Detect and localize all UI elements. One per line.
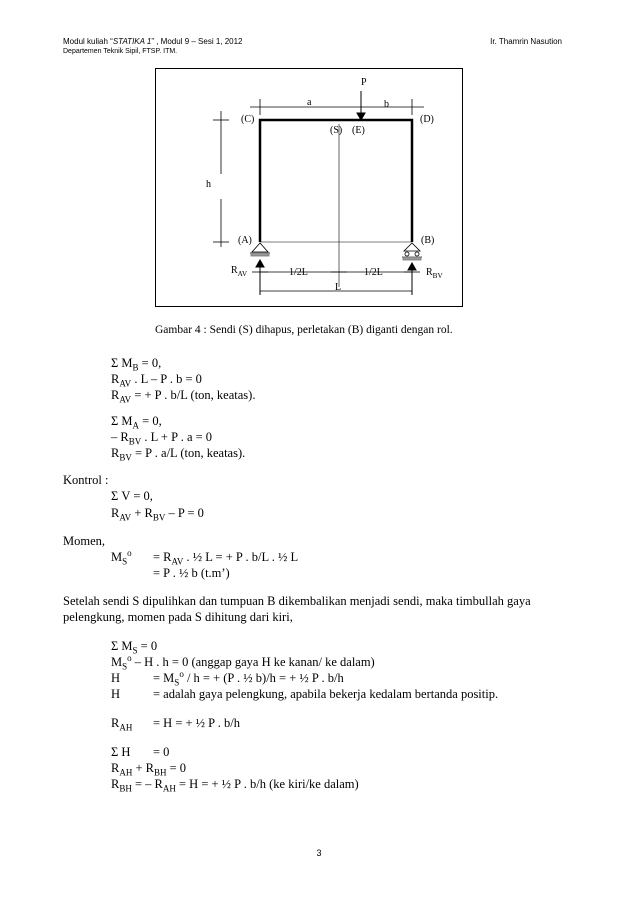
paragraph-line-1: Setelah sendi S dipulihkan dan tumpuan B dikembalikan menjadi sendi, maka timbullah gaya	[63, 594, 531, 608]
eq-moment-s: = $R_{AV}$ . ½ L = + P . b/L . ½ L	[153, 550, 299, 567]
eq-vertical-check: $R_{AV} + R_{BV} - P = 0$	[111, 506, 204, 523]
load-arrow-p	[357, 91, 365, 120]
figure-frame	[155, 68, 463, 307]
top-dimension	[250, 99, 424, 115]
label-half-l-right: 1/2L	[364, 267, 383, 278]
label-s: (S)	[330, 125, 343, 136]
department-name: Departemen Teknik Sipil, FTSP. ITM.	[63, 48, 178, 55]
eq-rav-moment: $R_{AV}$ . L – P . b = 0	[111, 372, 202, 389]
label-l: L	[335, 282, 342, 293]
label-p: P	[361, 77, 367, 88]
eq-h-label: H	[111, 671, 121, 685]
eq-sum-h-label: Σ H	[111, 745, 131, 759]
label-h: h	[206, 179, 211, 190]
eq-horizontal-sum: $R_{AH} + R_{BH} = 0$	[111, 761, 187, 778]
label-half-l-left: 1/2L	[289, 267, 308, 278]
pin-support-a	[250, 243, 270, 256]
eq-sum-mb: Σ $M_B = 0$,	[111, 356, 162, 373]
paragraph-line-2: pelengkung, momen pada S dihitung dari kiri,	[63, 610, 293, 624]
eq-sum-ms: Σ $M_S = 0$	[111, 639, 158, 656]
author-name: Ir. Thamrin Nasution	[490, 37, 562, 46]
label-a-support: (A)	[238, 235, 252, 246]
eq-h-value: = $M_S^o$ / h = + (P . ½ b)/h = + ½ P . b/h	[153, 668, 344, 688]
page-number: 3	[316, 848, 322, 858]
eq-h-def-label: H	[111, 687, 121, 701]
label-b: b	[384, 99, 389, 110]
eq-moment-s-label: $M_S^o$	[111, 547, 132, 567]
eq-moment-s-result: = P . ½ b (t.m’)	[153, 566, 230, 580]
eq-rah-value: = H = + ½ P . b/h	[153, 716, 241, 730]
label-b-support: (B)	[421, 235, 435, 246]
module-title: Modul kuliah “STATIKA 1” , Modul 9 – Sesi 1, 2012	[63, 37, 243, 46]
eq-rah-label: $R_{AH}$	[111, 716, 133, 733]
label-rbv: $R_{BV}$	[426, 267, 443, 280]
eq-sum-h-value: = 0	[153, 745, 170, 759]
portal-frame	[260, 120, 412, 242]
label-a: a	[307, 97, 312, 108]
reaction-arrow-rbv	[408, 263, 416, 295]
heading-kontrol: Kontrol :	[63, 473, 109, 487]
eq-rbv-moment: – $R_{BV}$ . L + P . a = 0	[111, 430, 213, 447]
reaction-arrow-rav	[256, 260, 264, 295]
roller-support-b	[402, 243, 422, 260]
label-e: (E)	[352, 125, 365, 136]
label-rav: $R_{AV}$	[231, 265, 248, 278]
height-dimension	[213, 111, 229, 247]
eq-h-definition: = adalah gaya pelengkung, apabila bekerja kedalam bertanda positip.	[153, 687, 499, 701]
label-c: (C)	[241, 114, 255, 125]
eq-sum-v: Σ V = 0,	[111, 489, 153, 503]
label-d: (D)	[420, 114, 434, 125]
eq-rbh-result: $R_{BH}$ = – $R_{AH} = H$ = + ½ P . b/h (ke kiri/ke dalam)	[111, 777, 359, 794]
eq-rav-result: $R_{AV}$ = + P . b/L (ton, keatas).	[111, 388, 256, 405]
eq-sum-ma: Σ $M_A = 0$,	[111, 414, 162, 431]
heading-momen: Momen,	[63, 534, 106, 548]
eq-ms-h: $M_S^o$ – H . h = 0 (anggap gaya H ke kanan/ ke dalam)	[111, 652, 375, 672]
eq-rbv-result: $R_{BV} = P$ . a/L (ton, keatas).	[111, 446, 246, 463]
figure-caption: Gambar 4 : Sendi (S) dihapus, perletakan (B) diganti dengan rol.	[155, 324, 453, 336]
